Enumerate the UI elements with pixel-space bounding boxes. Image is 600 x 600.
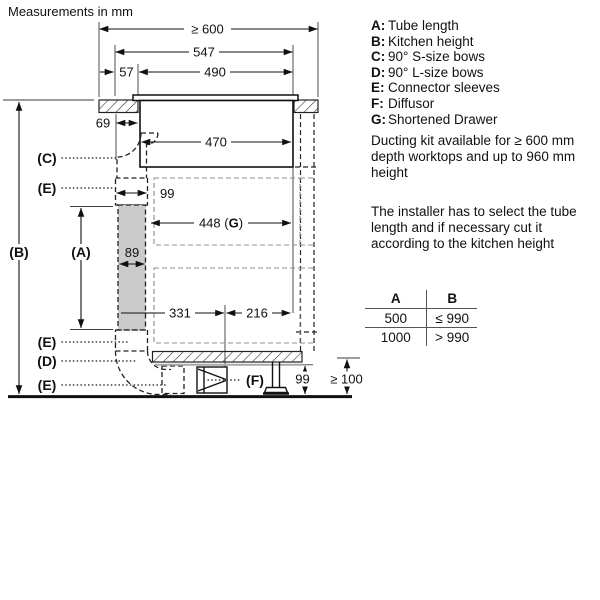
label-E-top: (E) <box>37 180 57 196</box>
table-cell-b: > 990 <box>435 330 470 345</box>
label-D: (D) <box>37 353 57 369</box>
legend-text: 90° S-size bows <box>388 49 485 65</box>
dim-448-G: 448 (G) <box>198 215 244 231</box>
plinth-panel <box>153 352 303 363</box>
legend-item-G <box>371 112 600 128</box>
legend-text: Kitchen height <box>388 33 474 49</box>
page-title: Measurements in mm <box>8 4 133 19</box>
cabinet-foot <box>263 362 289 394</box>
dim-57: 57 <box>119 64 134 80</box>
table-header-B: B <box>427 290 477 309</box>
connector-sleeve-mid <box>116 330 148 351</box>
label-B: (B) <box>9 244 29 260</box>
legend-letter: F: <box>371 95 384 111</box>
parts-legend <box>371 18 600 127</box>
worktop-right-block <box>294 100 318 113</box>
rear-duct-channel <box>295 114 318 351</box>
table-row <box>365 309 477 328</box>
worktop-left-block <box>99 100 138 113</box>
legend-item-F <box>371 96 600 112</box>
dim-89: 89 <box>124 245 140 260</box>
legend-letter: C: <box>371 49 386 65</box>
legend-letter: B: <box>371 33 386 49</box>
dim-69: 69 <box>95 115 111 131</box>
table-row <box>365 328 477 346</box>
legend-letter: A: <box>371 18 386 33</box>
dim-99-sleeve: 99 <box>160 186 175 201</box>
dim-331: 331 <box>169 305 191 321</box>
dim-100-plinth: ≥ 100 <box>330 371 363 387</box>
table-cell-a: 500 <box>365 309 427 328</box>
hob-glass-plate <box>133 95 298 101</box>
tube-A <box>118 205 146 330</box>
label-A: (A) <box>71 244 91 260</box>
legend-item-C <box>371 49 600 65</box>
table-header-row <box>365 290 477 309</box>
legend-item-E <box>371 80 600 96</box>
legend-letter: G: <box>371 111 386 127</box>
legend-text: 90° L-size bows <box>388 64 484 80</box>
note-ducting-kit: Ducting kit available for ≥ 600 mm depth worktops and up to 960 mm height <box>371 133 576 180</box>
legend-letter: E: <box>371 80 385 96</box>
legend-item-A <box>371 18 600 34</box>
legend-letter: D: <box>371 64 386 80</box>
label-E-bottom: (E) <box>37 377 57 393</box>
dim-worktop-depth: ≥ 600 <box>191 21 224 37</box>
legend-item-D <box>371 65 600 81</box>
legend-text: Shortened Drawer <box>388 111 498 127</box>
dim-490: 490 <box>204 64 226 80</box>
dim-547: 547 <box>193 44 215 60</box>
dim-216: 216 <box>246 305 268 321</box>
drawer-region-G <box>154 178 316 245</box>
legend-item-B <box>371 34 600 50</box>
dim-99-plinth: 99 <box>295 371 310 387</box>
table-cell-a: 1000 <box>365 328 427 346</box>
dimension-lines <box>19 29 347 394</box>
table-cell-b: ≤ 990 <box>427 309 477 328</box>
legend-text: Connector sleeves <box>388 80 500 96</box>
table-header-A: A <box>365 290 427 309</box>
legend-text: Diffusor <box>388 95 435 111</box>
label-F: (F) <box>246 372 264 388</box>
tube-length-table <box>365 290 477 346</box>
label-E-mid: (E) <box>37 334 57 350</box>
label-C: (C) <box>37 150 57 166</box>
note-installer: The installer has to select the tube length and if necessary cut it according to the kitchen height <box>371 204 577 251</box>
legend-text: Tube length <box>388 18 459 33</box>
dim-470: 470 <box>205 134 227 150</box>
connector-sleeve-top <box>116 178 148 205</box>
